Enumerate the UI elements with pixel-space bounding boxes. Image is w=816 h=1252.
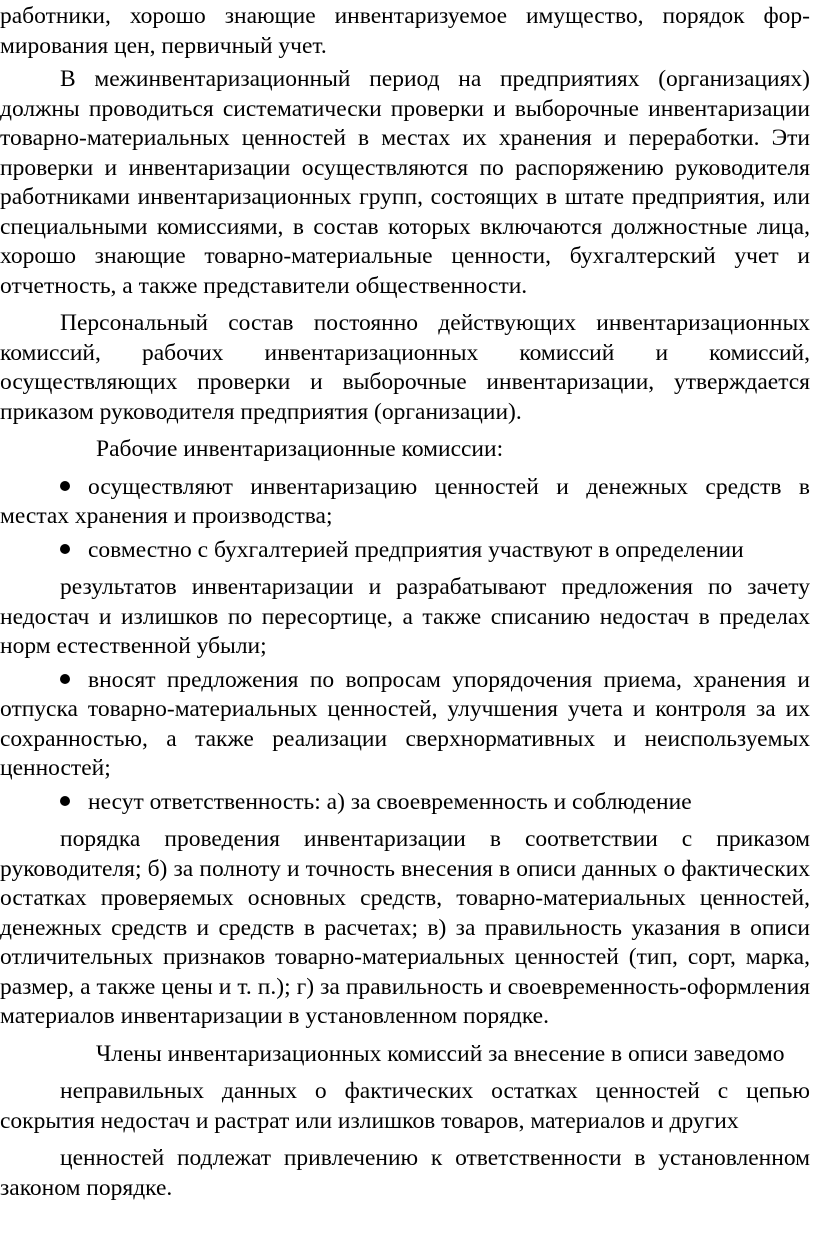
bullet-icon — [60, 544, 70, 554]
members-continuation-1: неправильных данных о фактических остатках ценностей с цепью сокрытия недостач и растрат или излишков товаров, материалов и других — [0, 1078, 810, 1134]
bullet-1-text: осуществляют инвентаризацию ценностей и денежных средств в местах хранения и производства; — [0, 473, 810, 529]
bullet-2-text: совместно с бухгалтерией предприятия участвуют в определении — [88, 536, 744, 563]
bullet-3-text: вносят предложения по вопросам упорядочения приема, хранения и отпуска товарно-материальных ценностей, улучшения учета и контроля за их сохранностью, а также реализации сверхнормативных и неиспользуемых ценностей; — [0, 666, 810, 781]
bullet-icon — [60, 481, 70, 491]
bullet-4-continuation: порядка проведения инвентаризации в соответствии с приказом руководителя; б) за полноту и точность внесения в описи данных о фактических остатках проверяемых основных средств, товарно-материальных ценностей, денежных средств и средств в расчетах; в) за правильность указания в описи отличительных признаков товарно-материальных ценностей (тип, сорт, марка, размер, а также цены и т. п.); г) за правильность и своевременность-оформления материалов инвентаризации в установленном порядке. — [0, 826, 810, 1029]
bullet-item-3 — [0, 666, 810, 784]
bullet-item-4 — [0, 788, 810, 818]
bullet-item-2 — [0, 536, 810, 566]
paragraph-1: работники, хорошо знающие инвентаризуемое имущество, порядок фор-мирования цен, первичный учет. — [0, 3, 810, 59]
paragraph-3: Персональный состав постоянно действующих инвентаризационных комиссий, рабочих инвентаризационных комиссий и комиссий, осуществляющих проверки и выборочные инвентаризации, утверждается приказом руководителя предприятия (организации). — [0, 310, 810, 425]
members-continuation-2: ценностей подлежат привлечению к ответственности в установленном законом порядке. — [0, 1145, 810, 1201]
bullet-item-1 — [0, 473, 810, 532]
paragraph-2: В межинвентаризационный период на предприятиях (организациях) должны проводиться систематически проверки и выборочные инвентаризации товарно-материальных ценностей в местах их хранения и переработки. Эти проверки и инвентаризации осуществляются по распоряжению руководителя работниками инвентаризационных групп, состоящих в штате предприятия, или специальными комиссиями, в состав которых включаются должностные лица, хорошо знающие товарно-материальные ценности, бухгалтерский учет и отчетность, а также представители общественности. — [0, 66, 810, 299]
bullet-icon — [60, 674, 70, 684]
members-paragraph: Члены инвентаризационных комиссий за внесение в описи заведомо — [96, 1040, 785, 1067]
section-heading: Рабочие инвентаризационные комиссии: — [96, 436, 504, 462]
bullet-2-continuation: результатов инвентаризации и разрабатывают предложения по зачету недостач и излишков по пересортице, а также списанию недостач в пределах норм естественной убыли; — [0, 574, 810, 659]
bullet-4-text: несут ответственность: а) за своевременность и соблюдение — [88, 788, 692, 815]
bullet-icon — [60, 796, 70, 806]
